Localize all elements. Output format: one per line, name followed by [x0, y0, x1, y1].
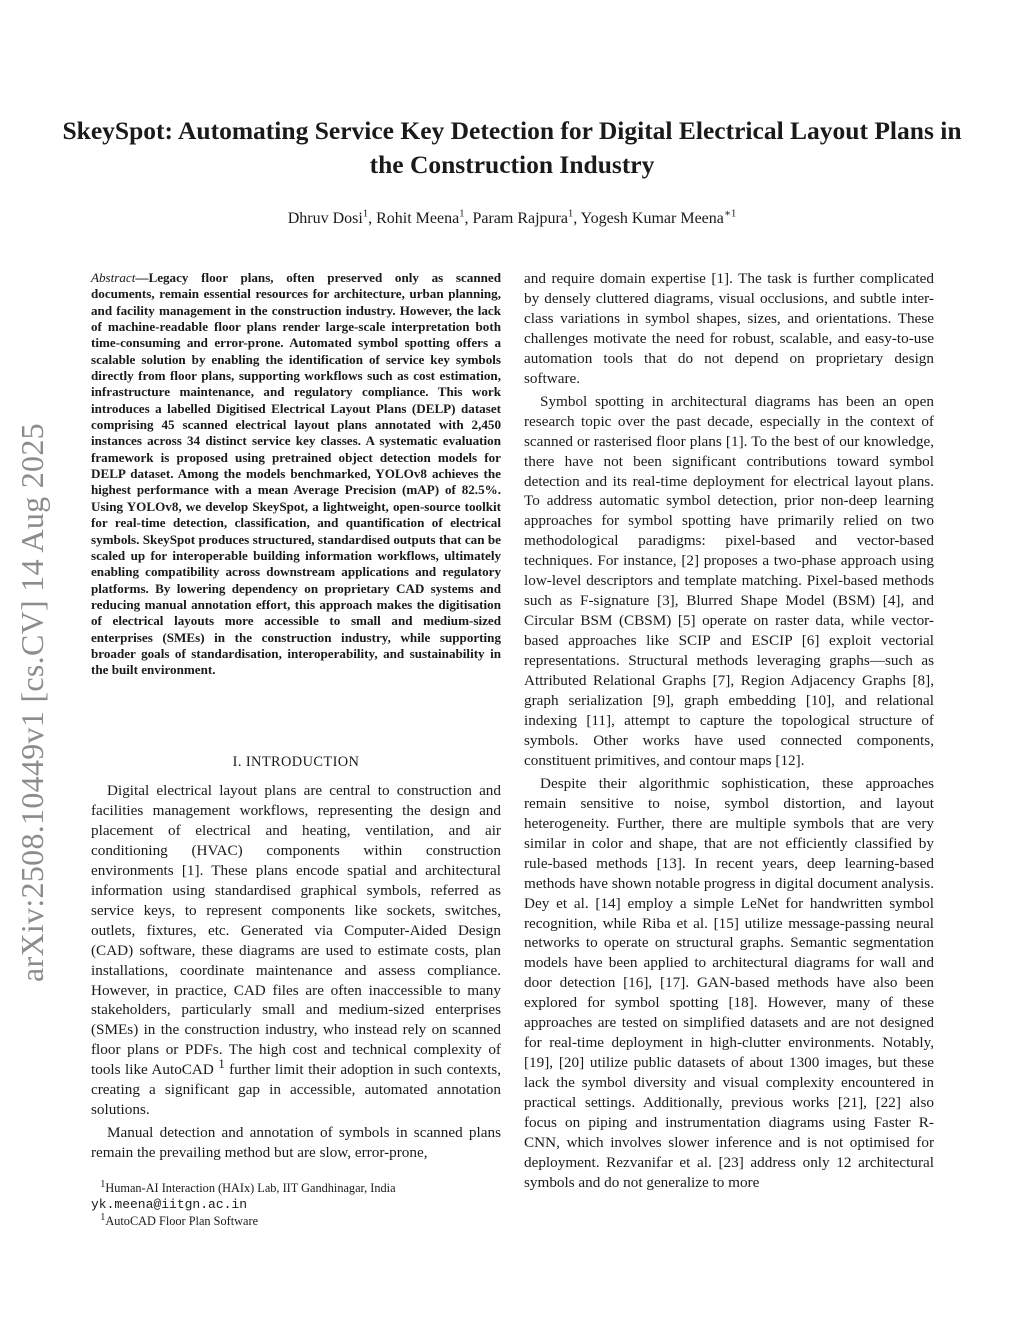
author-name: Param Rajpura	[472, 210, 568, 227]
author-name: Rohit Meena	[376, 210, 460, 227]
left-column-body	[91, 781, 501, 1163]
footnote-affiliation	[91, 1180, 501, 1213]
paragraph-text: Digital electrical layout plans are central to construction and facilities management workflows, representing the design and placement of electrical and heating, ventilation, and air conditioning (HVAC) components within construction environments [1]. These plans encode spatial and architectural information using standardised graphical symbols, referred as service keys, to represent components like sockets, switches, outlets, fixtures, etc. Generated via Computer-Aided Design (CAD) software, these diagrams are used to estimate costs, plan installations, coordinate maintenance and assess compliance. However, in practice, CAD files are often inaccessible to many stakeholders, particularly small and medium-sized enterprises (SMEs) in the construction industry, who instead rely on scanned floor plans or PDFs. The high cost and technical complexity of tools like AutoCAD	[91, 782, 501, 1079]
paragraph: Manual detection and annotation of symbols in scanned plans remain the prevailing method but are slow, error-prone,	[91, 1124, 501, 1162]
abstract	[91, 270, 501, 679]
abstract-dash: —	[135, 270, 149, 285]
paragraph: Despite their algorithmic sophistication, these approaches remain sensitive to noise, symbol distortion, and layout heterogeneity. Further, there are multiple symbols that are very similar in color and shape, that are not efficiently classified by rule-based methods [13]. In recent years, deep learning-based methods have shown notable progress in digital document analysis. Dey et al. [14] employ a simple LeNet for handwritten symbol recognition, while Riba et al. [15] utilize message-passing neural networks to operate on structural graphs. Semantic segmentation models have been applied to architectural diagrams for wall and door detection [16], [17]. GAN-based methods have also been explored for symbol spotting [18]. However, many of these approaches are tested on simplified datasets and are not designed for real-time deployment in high-clutter environments. Notably, [19], [20] utilize public datasets of about 1300 images, but these lack the symbol diversity and visual complexity encountered in practical settings. Additionally, previous works [21], [22] also focus on piping and instrumentation diagrams using Faster R-CNN, which involves slower inference and is not optimised for deployment. Rezvanifar et al. [23] address only 12 architectural symbols and do not generalize to more	[524, 774, 934, 1191]
author-name: Dhruv Dosi	[287, 210, 363, 227]
paper-title: SkeySpot: Automating Service Key Detection for Digital Electrical Layout Plans in the Construction Industry	[62, 116, 962, 179]
paragraph	[91, 781, 501, 1120]
footnote-mark: 1	[100, 1178, 106, 1190]
affiliation-mark: 1	[362, 208, 369, 220]
abstract-text: Legacy floor plans, often preserved only as scanned documents, remain essential resources for architecture, urban planning, and facility management in the construction industry. However, the lack of machine-readable floor plans render large-scale interpretation both time-consuming and error-prone. Automated symbol spotting offers a scalable solution by enabling the identification of service key symbols directly from floor plans, supporting workflows such as cost estimation, infrastructure maintenance, and regulatory compliance. This work introduces a labelled Digitised Electrical Layout Plans (DELP) dataset comprising 45 scanned electrical layout plans annotated with 2,450 instances across 34 distinct service key classes. A systematic evaluation framework is proposed using pretrained object detection models for DELP dataset. Among the models benchmarked, YOLOv8 achieves the highest performance with a mean Average Precision (mAP) of 82.5%. Using YOLOv8, we develop SkeySpot, a lightweight, open-source toolkit for real-time detection, classification, and quantification of electrical symbols. SkeySpot produces structured, standardised outputs that can be scaled up for interoperable building information workflows, ultimately enabling compatibility across downstream applications and regulatory platforms. By lowering dependency on proprietary CAD systems and reducing manual annotation effort, this approach makes the digitisation of electrical layouts more accessible to small and medium-sized enterprises (SMEs) in the construction industry, while supporting broader goals of standardisation, interoperability, and sustainability in the built environment.	[91, 270, 501, 678]
affiliation-mark: ∗1	[723, 208, 737, 220]
footnote-mark: 1	[100, 1211, 106, 1223]
affiliation-mark: 1	[567, 208, 574, 220]
author-email: yk.meena@iitgn.ac.in	[91, 1197, 248, 1212]
author-list: Dhruv Dosi$^1$, Rohit Meena$^1$, Param Rajpura$^1$, Yogesh Kumar Meena$^{∗1}$	[287, 208, 737, 227]
section-heading-introduction: I. INTRODUCTION	[232, 754, 360, 770]
paragraph: Symbol spotting in architectural diagrams has been an open research topic over the past decade, especially in the context of scanned or rasterised floor plans [1]. To the best of our knowledge, there have not been significant contributions toward symbol detection and its real-time deployment for electrical layout plans. To address automatic symbol detection, prior non-deep learning approaches for symbol spotting have primarily relied on two methodological paradigms: pixel-based and vector-based techniques. For instance, [2] proposes a two-phase approach using low-level descriptors and template matching. Pixel-based methods such as F-signature [3], Blurred Shape Model (BSM) [4], and Circular BSM (CBSM) [5] operate on raster data, while vector-based approaches like SCIP and ESCIP [6] exploit vectorial representations. Structural methods leveraging graphs—such as Attributed Relational Graphs [7], Region Adjacency Graphs [8], graph serialization [9], graph embedding [10], and relational indexing [11], attempt to capture the topological structure of symbols. Other works have used connected components, constituent primitives, and contour maps [12].	[524, 392, 934, 769]
footnote-autocad	[91, 1213, 501, 1229]
footnote-mark: 1	[218, 1057, 225, 1072]
arxiv-identifier: arXiv:2508.10449v1 [cs.CV] 14 Aug 2025	[14, 423, 50, 982]
paragraph: and require domain expertise [1]. The task is further complicated by densely cluttered diagrams, visual occlusions, and subtle inter-class variations in symbol shapes, sizes, and orientations. These challenges motivate the need for robust, scalable, and easy-to-use automation tools that do not depend on proprietary design software.	[524, 270, 934, 387]
author-name: Yogesh Kumar Meena	[580, 210, 724, 227]
footnotes	[91, 1180, 501, 1229]
paragraph-text: further limit their adoption in such contexts, creating a significant gap in accessible, automated annotation solutions.	[91, 1061, 501, 1119]
footnote-text: Human-AI Interaction (HAIx) Lab, IIT Gandhinagar, India	[105, 1181, 396, 1195]
right-column-body	[524, 269, 934, 1193]
footnote-text: AutoCAD Floor Plan Software	[105, 1214, 259, 1228]
abstract-label: Abstract	[91, 270, 136, 285]
affiliation-mark: 1	[459, 208, 465, 220]
